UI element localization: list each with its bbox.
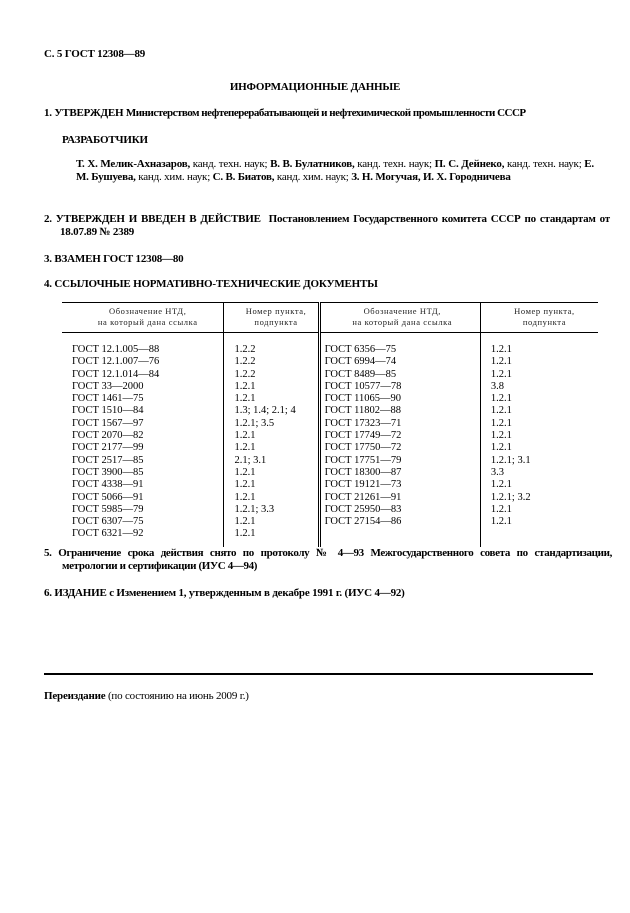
clause-number-cell [480,528,598,546]
clause-number-cell: 1.3; 1.4; 2.1; 4 [224,405,319,417]
doc-designation-cell: ГОСТ 12.1.005—88 [72,344,160,355]
item-3: 3. ВЗАМЕН ГОСТ 12308—80 [44,253,184,265]
clause-number-cell: 1.2.1 [480,504,598,516]
doc-designation-cell: ГОСТ 12.1.014—84 [72,368,160,380]
clause-number-cell: 1.2.1 [224,528,319,546]
clause-number-cell: 1.2.1; 3.2 [480,492,598,504]
clause-number-cell: 1.2.1 [224,492,319,504]
doc-designation-cell: ГОСТ 12.1.007—76 [72,356,160,368]
clause-number-cell: 3.8 [480,381,598,393]
clause-number-cell: 1.2.1 [480,479,598,491]
developers-heading: РАЗРАБОТЧИКИ [62,134,148,146]
reissue-note [44,690,249,703]
doc-designation-cell: ГОСТ 19121—73 [319,479,480,491]
table-row [62,467,598,479]
developer-degree: канд. техн. наук; [504,158,585,170]
doc-designation-cell: ГОСТ 17751—79 [319,455,480,467]
doc-designation-cell: ГОСТ 5066—91 [72,491,144,503]
table-row [62,504,598,516]
doc-designation-cell: ГОСТ 2517—85 [72,454,144,466]
doc-designation-cell: ГОСТ 17749—72 [319,430,480,442]
doc-designation-cell: ГОСТ 4338—91 [72,479,144,491]
doc-designation-cell: ГОСТ 11802—88 [319,405,480,417]
doc-designation-cell: ГОСТ 18300—87 [319,467,480,479]
doc-designation-cell: ГОСТ 3900—85 [72,466,144,478]
table-header-row [62,303,598,333]
clause-number-cell: 1.2.1 [480,516,598,528]
doc-designation-cell: ГОСТ 21261—91 [319,492,480,504]
doc-designation-cell: ГОСТ 33—2000 [72,380,144,392]
table-row [62,430,598,442]
clause-number-cell: 1.2.1 [224,381,319,393]
doc-designation-cell: ГОСТ 1567—97 [72,417,144,429]
developer-name: Е. М. Бушуева, [76,158,594,183]
doc-designation-cell: ГОСТ 6994—74 [319,356,480,368]
clause-number-cell: 1.2.1 [224,393,319,405]
clause-number-cell: 1.2.1; 3.1 [480,455,598,467]
clause-number-cell: 1.2.1 [480,356,598,368]
table-row [62,356,598,368]
clause-number-cell: 2.1; 3.1 [224,455,319,467]
clause-number-cell: 1.2.1 [480,333,598,357]
doc-designation-cell: ГОСТ 2070—82 [72,430,144,442]
clause-number-cell: 1.2.1 [224,516,319,528]
clause-number-cell: 1.2.1 [480,442,598,454]
page-title: ИНФОРМАЦИОННЫЕ ДАННЫЕ [229,81,401,93]
developer-name: З. Н. Могучая, И. Х. Городничева [351,171,511,183]
developer-degree: канд. техн. наук; [354,158,435,170]
developer-name: Т. Х. Мелик-Ахназаров, [76,158,191,170]
clause-number-cell: 3.3 [480,467,598,479]
item-1-text: Министерством нефтеперерабатывающей и нефтехимической промышленности СССР [125,107,526,119]
item-2 [44,213,610,239]
item-6: 6. ИЗДАНИЕ с Изменением 1, утвержденным в декабре 1991 г. (ИУС 4—92) [44,587,405,599]
table-row [62,455,598,467]
doc-designation-cell: ГОСТ 1510—84 [72,405,144,417]
item-1 [44,107,596,120]
clause-number-cell: 1.2.1 [224,467,319,479]
table-row [62,492,598,504]
doc-designation-cell: ГОСТ 6307—75 [72,516,144,528]
clause-number-cell: 1.2.2 [224,356,319,368]
doc-designation-cell: ГОСТ 5985—79 [72,503,144,515]
clause-number-cell: 1.2.1; 3.5 [224,418,319,430]
clause-number-cell: 1.2.1 [224,479,319,491]
clause-number-cell: 1.2.1 [480,369,598,381]
developers-list [76,158,594,184]
item-2-text: Постановлением Государственного комитета СССР по стандартам от 18.07.89 № 2389 [60,213,610,238]
clause-number-cell: 1.2.1 [480,393,598,405]
developer-name: В. В. Булатников, [270,158,355,170]
clause-number-cell: 1.2.1 [480,418,598,430]
doc-designation-cell: ГОСТ 1461—75 [72,393,144,405]
item-1-lead: 1. УТВЕРЖДЕН [44,107,124,119]
item-2-lead: 2. УТВЕРЖДЕН И ВВЕДЕН В ДЕЙСТВИЕ [44,213,261,225]
table-row [62,528,598,546]
developer-degree: канд. хим. наук; [274,171,352,183]
col-header-clause: Номер пункта, подпункта [480,303,598,333]
table-row [62,393,598,405]
table-row [62,381,598,393]
developer-name: П. С. Дейнеко, [434,158,505,170]
table-row [62,405,598,417]
table-row [62,418,598,430]
clause-number-cell: 1.2.1 [480,430,598,442]
clause-number-cell: 1.2.1 [224,442,319,454]
doc-designation-cell: ГОСТ 2177—99 [72,442,144,454]
clause-number-cell: 1.2.2 [224,333,319,357]
doc-designation-cell: ГОСТ 17750—72 [319,442,480,454]
col-header-clause: Номер пункта, подпункта [224,303,319,333]
footer-divider [44,673,593,675]
doc-designation-cell: ГОСТ 6356—75 [319,333,480,357]
doc-designation-cell: ГОСТ 6321—92 [72,528,144,540]
col-header-doc: Обозначение НТД, на который дана ссылка [319,303,480,333]
doc-designation-cell: ГОСТ 27154—86 [319,516,480,528]
clause-number-cell: 1.2.2 [224,369,319,381]
col-header-doc: Обозначение НТД, на который дана ссылка [62,303,224,333]
table-row [62,479,598,491]
clause-number-cell: 1.2.1; 3.3 [224,504,319,516]
table-row [62,333,598,357]
doc-designation-cell: ГОСТ 8489—85 [319,369,480,381]
table-row [62,442,598,454]
developer-name: С. В. Биатов, [212,171,275,183]
table-row [62,369,598,381]
doc-designation-cell [319,528,480,546]
doc-designation-cell: ГОСТ 11065—90 [319,393,480,405]
reference-documents-table [62,302,598,547]
developer-degree: канд. техн. наук; [190,158,271,170]
doc-designation-cell: ГОСТ 17323—71 [319,418,480,430]
table-row [62,516,598,528]
doc-designation-cell: ГОСТ 25950—83 [319,504,480,516]
doc-designation-cell: ГОСТ 10577—78 [319,381,480,393]
reissue-text: (по состоянию на июнь 2009 г.) [105,690,249,702]
reissue-label: Переиздание [44,690,106,702]
clause-number-cell: 1.2.1 [480,405,598,417]
item-5: 5. Ограничение срока действия снято по протоколу № 4—93 Межгосударственного совета по стандартизации, метрологии и сертификации (ИУС 4—94) [44,547,612,572]
item-4: 4. ССЫЛОЧНЫЕ НОРМАТИВНО-ТЕХНИЧЕСКИЕ ДОКУМЕНТЫ [44,278,378,290]
page-header: С. 5 ГОСТ 12308—89 [44,48,146,60]
clause-number-cell: 1.2.1 [224,430,319,442]
developer-degree: канд. хим. наук; [135,171,213,183]
